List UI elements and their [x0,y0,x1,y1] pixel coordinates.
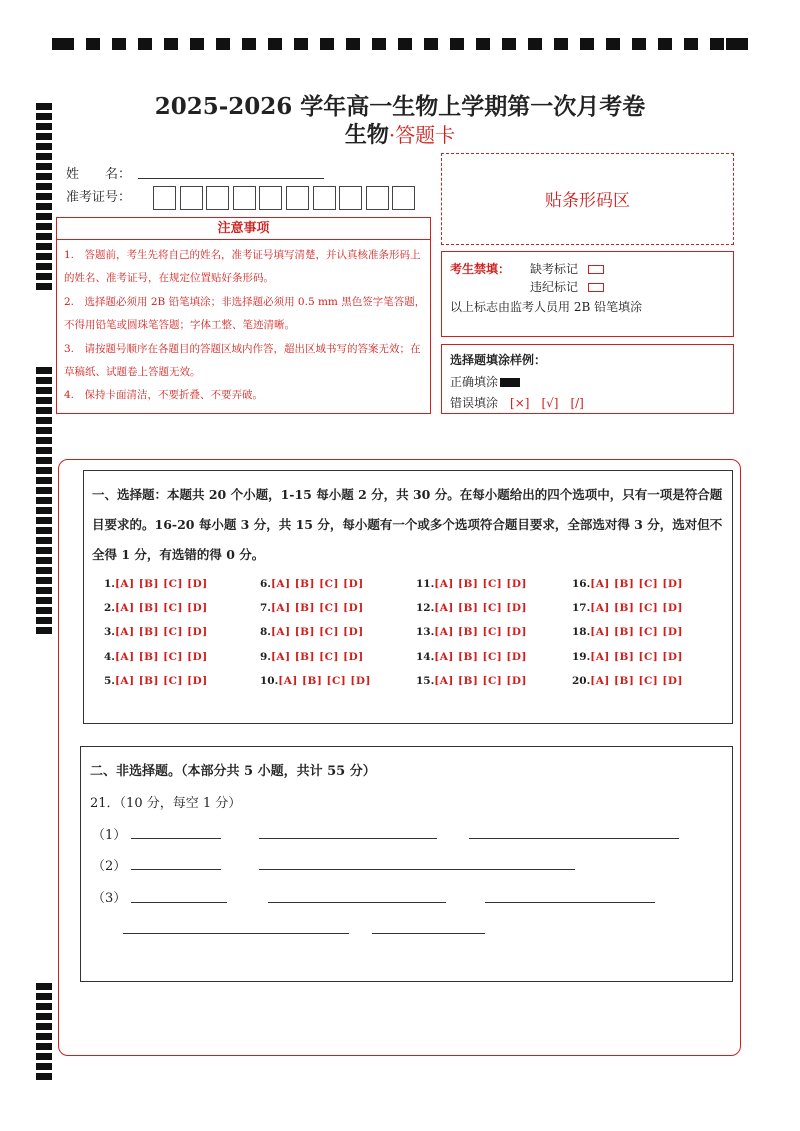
question-options[interactable]: [A] [B] [C] [D] [114,602,208,614]
question-number: 2. [104,602,115,614]
question-options[interactable]: [A] [B] [C] [D] [270,578,364,590]
id-digit-box[interactable] [286,186,309,210]
question-number: 8. [260,626,271,638]
timing-mark [398,38,412,50]
violation-label: 违纪标记 [530,280,579,294]
timing-mark [36,1053,52,1060]
timing-mark [216,38,230,50]
timing-mark [36,253,52,260]
timing-mark [164,38,178,50]
question-options[interactable]: [A] [B] [C] [D] [590,626,683,638]
barcode-label: 贴条形码区 [545,191,630,211]
violation-checkbox[interactable] [588,283,604,292]
barcode-area [441,153,734,245]
choice-question[interactable] [260,578,364,590]
timing-mark [36,367,52,374]
timing-mark [632,38,646,50]
timing-mark [726,38,748,50]
q21-heading: 21．（10 分，每空 1 分） [90,796,242,811]
choice-question[interactable] [416,675,527,687]
question-options[interactable]: [A] [B] [C] [D] [270,626,364,638]
choice-question[interactable] [260,675,371,687]
forbidden-note: 以上标志由监考人员用 2B 铅笔填涂 [450,300,643,314]
sample-wrong-label: 错误填涂 [450,396,499,410]
timing-mark [36,273,52,280]
timing-mark [36,397,52,404]
absent-checkbox[interactable] [588,265,604,274]
id-digit-box[interactable] [392,186,415,210]
violation-mark[interactable] [530,278,604,295]
timing-mark [36,467,52,474]
question-options[interactable]: [A] [B] [C] [D] [590,675,683,687]
q21-part-3: （3） [92,891,127,906]
timing-mark [36,597,52,604]
question-options[interactable]: [A] [B] [C] [D] [434,602,527,614]
question-number: 20. [572,675,591,687]
answer-blank[interactable] [485,902,655,903]
timing-mark [86,38,100,50]
question-number: 3. [104,626,115,638]
timing-mark [450,38,464,50]
timing-mark [36,1043,52,1050]
timing-mark [36,627,52,634]
timing-mark [36,377,52,384]
answer-blank[interactable] [469,838,679,839]
timing-mark [424,38,438,50]
timing-mark [346,38,360,50]
name-label: 姓 名： [66,167,132,182]
question-number: 4. [104,651,115,663]
question-number: 7. [260,602,271,614]
question-number: 17. [572,602,591,614]
question-number: 14. [416,651,435,663]
choice-question[interactable] [260,626,364,638]
choice-question[interactable] [104,675,208,687]
timing-mark [36,173,52,180]
question-options[interactable]: [A] [B] [C] [D] [114,675,208,687]
timing-mark [36,547,52,554]
choice-question[interactable] [416,626,527,638]
choice-question[interactable] [572,651,683,663]
question-options[interactable]: [A] [B] [C] [D] [590,651,683,663]
timing-mark [52,38,74,50]
notice-item-3: 3. 请按题号顺序在各题目的答题区域内作答，超出区域书写的答案无效；在草稿纸、试题卷上答题无效。 [64,343,421,378]
sample-wrong [450,394,584,411]
timing-mark [36,567,52,574]
question-options[interactable]: [A] [B] [C] [D] [434,626,527,638]
timing-mark [36,497,52,504]
forbidden-box [441,251,734,337]
choice-question[interactable] [572,578,683,590]
timing-mark [36,153,52,160]
timing-mark [528,38,542,50]
timing-mark [36,507,52,514]
timing-mark [36,1003,52,1010]
answer-blank[interactable] [131,838,221,839]
id-digit-box[interactable] [206,186,229,210]
q21-part-2: （2） [92,859,127,874]
choice-question[interactable] [104,651,208,663]
timing-mark [36,1033,52,1040]
question-options[interactable]: [A] [B] [C] [D] [590,578,683,590]
absent-mark[interactable] [530,260,604,277]
sample-title: 选择题填涂样例： [450,353,547,367]
timing-mark [36,203,52,210]
notice-title: 注意事项 [56,219,431,240]
timing-mark [36,1013,52,1020]
question-number: 9. [260,651,271,663]
answer-blank[interactable] [372,933,485,934]
timing-mark [36,243,52,250]
timing-mark [36,527,52,534]
timing-mark [36,183,52,190]
choice-question[interactable] [416,602,527,614]
answer-blank[interactable] [131,902,227,903]
id-digit-box[interactable] [259,186,282,210]
choice-question[interactable] [416,651,527,663]
question-options[interactable]: [A] [B] [C] [D] [270,651,364,663]
choice-question[interactable] [104,626,208,638]
question-number: 11. [416,578,435,590]
timing-mark [36,283,52,290]
choice-question[interactable] [572,626,683,638]
timing-mark [36,223,52,230]
timing-mark [36,557,52,564]
answer-blank[interactable] [131,869,221,870]
timing-mark [138,38,152,50]
timing-mark [36,263,52,270]
question-options[interactable]: [A] [B] [C] [D] [114,578,208,590]
answer-blank[interactable] [259,838,437,839]
timing-mark [190,38,204,50]
notice-item-4: 4. 保持卡面清洁，不要折叠、不要弄破。 [64,389,264,401]
question-number: 19. [572,651,591,663]
question-number: 5. [104,675,115,687]
choice-instructions: 一、选择题：本题共 20 个小题，1-15 每小题 2 分，共 30 分。在每小题给出的四个选项中，只有一项是符合题目要求的。16-20 每小题 3 分，共 15 分，每小题有一个或多个选项符合题目要求，全部选对得 3 分，选对但不全得 1 分，有选错的得 0 分。 [92,487,723,562]
notice-item-1: 1. 答题前，考生先将自己的姓名，准考证号填写清楚，并认真核准条形码上的姓名、准考证号，在规定位置贴好条形码。 [64,249,421,284]
page-subtitle [0,118,800,149]
timing-mark [36,607,52,614]
timing-mark [112,38,126,50]
answer-blank[interactable] [268,902,446,903]
timing-mark [36,1023,52,1030]
question-options[interactable]: [A] [B] [C] [D] [590,602,683,614]
timing-mark [36,417,52,424]
choice-question[interactable] [104,602,208,614]
filled-mark-icon [500,378,520,387]
choice-question[interactable] [260,651,364,663]
question-options[interactable]: [A] [B] [C] [D] [434,578,527,590]
question-number: 6. [260,578,271,590]
timing-mark [36,447,52,454]
notice-item-2: 2. 选择题必须用 2B 铅笔填涂；非选择题必须用 0.5 mm 黑色签字笔答题，不得用铅笔或圆珠笔答题；字体工整、笔迹清晰。 [64,296,426,331]
timing-mark [36,427,52,434]
choice-question[interactable] [572,602,683,614]
q21-part-1: （1） [92,828,127,843]
timing-mark [36,1073,52,1080]
timing-mark [476,38,490,50]
timing-mark [36,163,52,170]
answer-blank[interactable] [259,869,575,870]
timing-mark [502,38,516,50]
timing-mark [36,577,52,584]
timing-mark [658,38,672,50]
answer-blank[interactable] [123,933,349,934]
name-field[interactable] [138,178,324,179]
timing-mark [36,587,52,594]
timing-mark [580,38,594,50]
question-options[interactable]: [A] [B] [C] [D] [434,675,527,687]
question-options[interactable]: [A] [B] [C] [D] [114,626,208,638]
timing-mark [36,407,52,414]
nonchoice-heading: 二、非选择题。（本部分共 5 小题，共计 55 分） [90,764,376,779]
subject-name: 生物 [344,122,389,148]
timing-mark [606,38,620,50]
question-options[interactable]: [A] [B] [C] [D] [114,651,208,663]
question-number: 1. [104,578,115,590]
page-title: 2025-2026 学年高一生物上学期第一次月考卷 [154,93,646,120]
timing-mark [36,213,52,220]
timing-mark [372,38,386,50]
timing-mark [36,983,52,990]
nonchoice-section [80,746,733,982]
timing-mark [36,387,52,394]
id-digit-box[interactable] [339,186,362,210]
id-digit-box[interactable] [313,186,336,210]
timing-mark [36,457,52,464]
question-number: 13. [416,626,435,638]
choice-question[interactable] [572,675,683,687]
id-digit-box[interactable] [366,186,389,210]
timing-mark [36,233,52,240]
timing-mark [36,487,52,494]
question-number: 15. [416,675,435,687]
timing-mark [36,437,52,444]
choice-question[interactable] [260,602,364,614]
choice-question[interactable] [104,578,208,590]
question-number: 18. [572,626,591,638]
timing-mark [36,537,52,544]
timing-mark [36,193,52,200]
id-digit-box[interactable] [233,186,256,210]
question-number: 10. [260,675,279,687]
question-number: 12. [416,602,435,614]
timing-mark [268,38,282,50]
sample-correct [450,373,520,390]
absent-label: 缺考标记 [530,262,579,276]
timing-mark [294,38,308,50]
timing-mark [36,1063,52,1070]
timing-mark [36,993,52,1000]
timing-mark [36,617,52,624]
subtitle-sep: · [388,123,396,147]
sample-correct-label: 正确填涂 [450,375,499,389]
choice-question[interactable] [416,578,527,590]
question-options[interactable]: [A] [B] [C] [D] [278,675,371,687]
question-options[interactable]: [A] [B] [C] [D] [434,651,527,663]
timing-mark [554,38,568,50]
timing-marks-top [52,38,748,50]
sample-box [441,344,734,414]
timing-mark [320,38,334,50]
id-digit-box[interactable] [153,186,176,210]
timing-mark [36,477,52,484]
question-options[interactable]: [A] [B] [C] [D] [270,602,364,614]
id-digit-box[interactable] [180,186,203,210]
timing-mark [242,38,256,50]
answer-sheet-label: 答题卡 [395,123,456,147]
forbidden-label: 考生禁填： [450,262,511,276]
question-number: 16. [572,578,591,590]
timing-mark [684,38,698,50]
timing-mark [36,517,52,524]
timing-mark [710,38,724,50]
sample-wrong-marks: [×] [√] [/] [510,396,584,410]
id-label: 准考证号： [66,190,132,205]
